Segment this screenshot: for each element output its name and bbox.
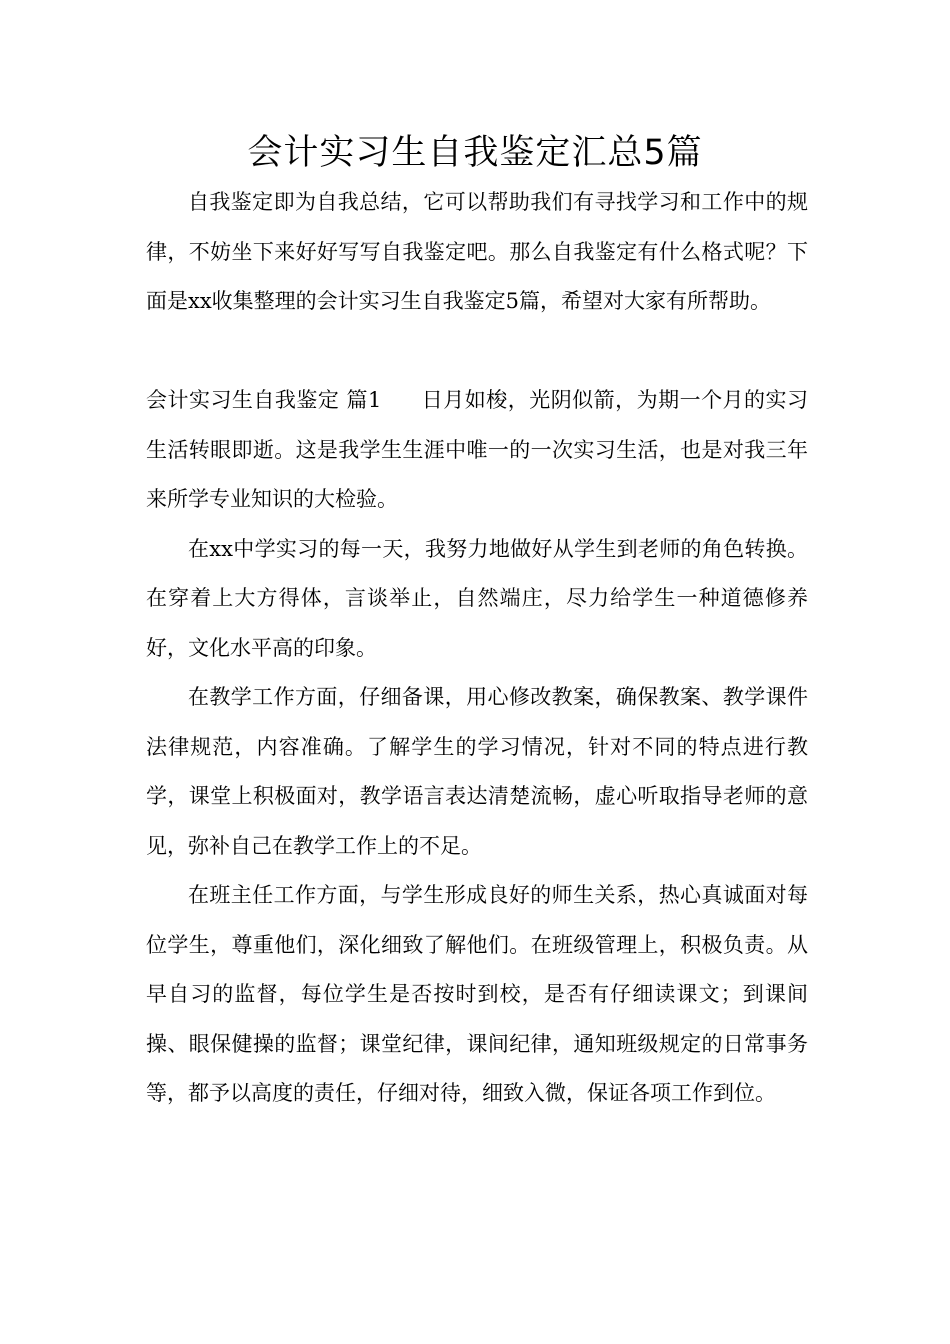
document-body	[146, 178, 808, 1119]
intro-paragraph: 自我鉴定即为自我总结，它可以帮助我们有寻找学习和工作中的规律，不妨坐下来好好写写自我鉴定吧。那么自我鉴定有什么格式呢？下面是xx收集整理的会计实习生自我鉴定5篇，希望对大家有所帮助。	[146, 190, 808, 313]
body-paragraph: 在xx中学实习的每一天，我努力地做好从学生到老师的角色转换。在穿着上大方得体，言谈举止，自然端庄，尽力给学生一种道德修养好，文化水平高的印象。	[146, 536, 808, 660]
body-paragraph: 在班主任工作方面，与学生形成良好的师生关系，热心真诚面对每位学生，尊重他们，深化细致了解他们。在班级管理上，积极负责。从早自习的监督，每位学生是否按时到校，是否有仔细读课文；到课间操、眼保健操的监督；课堂纪律，课间纪律，通知班级规定的日常事务等，都予以高度的责任，仔细对待，细致入微，保证各项工作到位。	[146, 883, 808, 1105]
section-1-paragraph	[146, 376, 808, 525]
document-title: 会计实习生自我鉴定汇总5篇	[247, 133, 703, 173]
section-1-first-text: 日月如梭，光阴似箭，为期一个月的实习生活转眼即逝。这是我学生生涯中唯一的一次实习生活，也是对我三年来所学专业知识的大检验。	[146, 388, 808, 511]
blank-line	[146, 327, 808, 377]
body-paragraph: 在教学工作方面，仔细备课，用心修改教案，确保教案、教学课件法律规范，内容准确。了解学生的学习情况，针对不同的特点进行教学，课堂上积极面对，教学语言表达清楚流畅，虚心听取指导老师的意见，弥补自己在教学工作上的不足。	[146, 685, 808, 858]
section-1-heading: 会计实习生自我鉴定 篇1	[146, 388, 382, 412]
